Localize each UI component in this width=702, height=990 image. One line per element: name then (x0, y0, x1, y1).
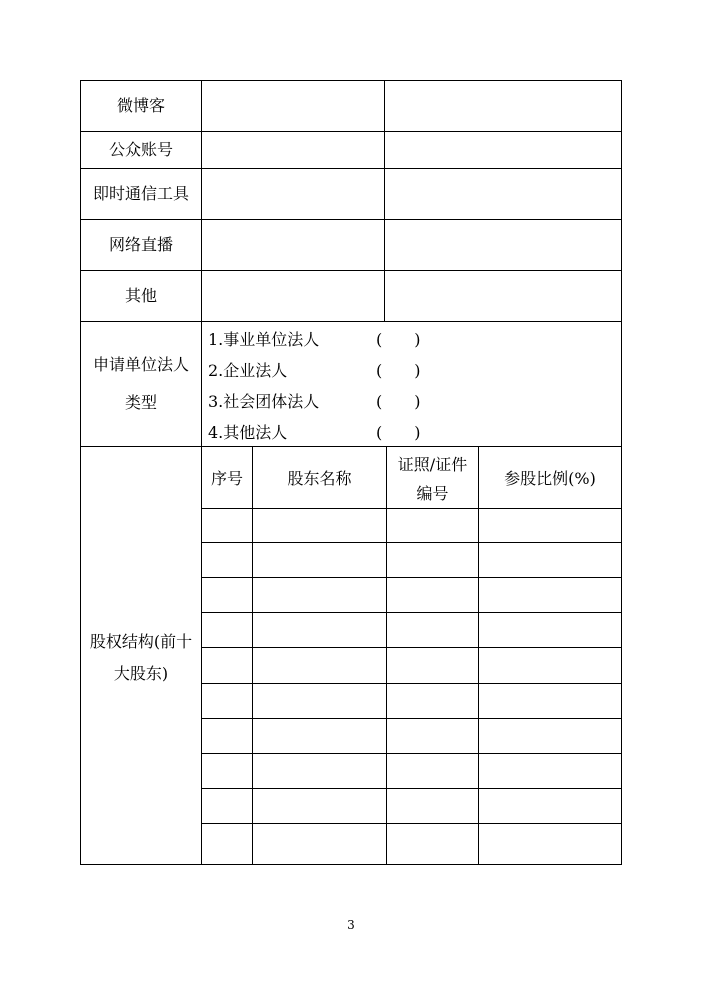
equity-label-line1: 股权结构(前十 (89, 632, 193, 651)
option-checkbox[interactable]: ( ) (376, 423, 421, 442)
applicant-type-label-line2: 类型 (124, 393, 157, 412)
page-number: 3 (347, 918, 355, 932)
option-label: 4.其他法人 (208, 423, 288, 442)
row-label-weibo: 微博客 (116, 96, 165, 115)
row-label-public-account: 公众账号 (108, 140, 173, 159)
instant-messaging-value-cell-2[interactable] (385, 169, 621, 219)
applicant-option-social-organization[interactable] (208, 391, 468, 413)
public-account-value-cell-1[interactable] (202, 132, 384, 168)
other-value-cell-2[interactable] (385, 271, 621, 321)
option-checkbox[interactable]: ( ) (376, 361, 421, 380)
option-checkbox[interactable]: ( ) (376, 392, 421, 411)
row-label-other: 其他 (124, 286, 157, 305)
option-label: 1.事业单位法人 (208, 330, 320, 349)
instant-messaging-value-cell-1[interactable] (202, 169, 384, 219)
equity-label-line2: 大股东) (113, 664, 169, 683)
applicant-option-public-institution[interactable] (208, 329, 468, 351)
live-streaming-value-cell-1[interactable] (202, 220, 384, 270)
option-checkbox[interactable]: ( ) (376, 330, 421, 349)
equity-header-license-line1: 证照/证件 (397, 455, 468, 474)
option-label: 2.企业法人 (208, 361, 288, 380)
option-label: 3.社会团体法人 (208, 392, 320, 411)
weibo-value-cell-1[interactable] (202, 81, 384, 131)
public-account-value-cell-2[interactable] (385, 132, 621, 168)
row-label-live-streaming: 网络直播 (108, 235, 173, 254)
equity-header-seq: 序号 (210, 469, 243, 488)
applicant-option-enterprise[interactable] (208, 360, 468, 382)
other-value-cell-1[interactable] (202, 271, 384, 321)
equity-header-ratio: 参股比例(%) (504, 469, 596, 488)
live-streaming-value-cell-2[interactable] (385, 220, 621, 270)
weibo-value-cell-2[interactable] (385, 81, 621, 131)
equity-header-name: 股东名称 (287, 469, 352, 488)
row-label-instant-messaging: 即时通信工具 (92, 184, 189, 203)
equity-header-license-line2: 编号 (416, 484, 449, 503)
applicant-option-other[interactable] (208, 422, 468, 444)
applicant-type-label-line1: 申请单位法人 (92, 355, 189, 374)
